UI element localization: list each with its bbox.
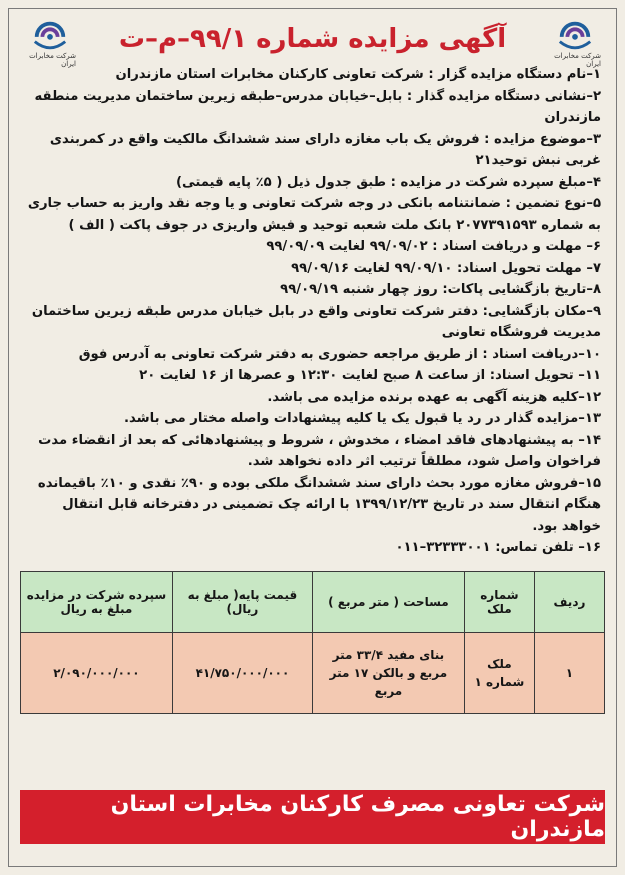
cell-property-number: ملک شماره ۱ bbox=[464, 632, 534, 713]
logo-caption: شرکت مخابرات ایران bbox=[29, 52, 76, 68]
telecom-logo-icon bbox=[30, 16, 70, 54]
clause-14: ۱۴– به پیشنهادهای فاقد امضاء ، مخدوش ، شروط و پیشنهادهائی که بعد از انقضاء مدت فراخوان واصل شود، مطلقاً ترتیب اثر داده نخواهد شد. bbox=[38, 432, 601, 469]
cell-area: بنای مفید ۳۳/۴ متر مربع و بالکن ۱۷ متر مربع bbox=[313, 632, 465, 713]
clause-11: ۱۱– تحویل اسناد: از ساعت ۸ صبح لغایت ۱۲:۳۰ و عصرها از ۱۶ لغایت ۲۰ bbox=[139, 368, 601, 383]
clause-1: ۱–نام دستگاه مزایده گزار : شرکت تعاونی کارکنان مخابرات استان مازندران bbox=[115, 67, 601, 82]
header-deposit: سپرده شرکت در مزایده مبلغ به ریال bbox=[21, 571, 173, 632]
cell-row-number: ۱ bbox=[534, 632, 604, 713]
clause-6: ۶– مهلت و دریافت اسناد : ۹۹/۰۹/۰۲ لغایت ۹۹/۰۹/۰۹ bbox=[266, 239, 601, 254]
clause-13: ۱۳–مزایده گذار در رد یا قبول یک یا کلیه پیشنهادات واصله مختار می باشد. bbox=[124, 411, 601, 426]
clause-16: ۱۶– تلفن تماس: ۳۲۳۳۳۰۰۱–۰۱۱ bbox=[395, 540, 601, 555]
footer-banner: شرکت تعاونی مصرف کارکنان مخابرات استان مازندران bbox=[20, 790, 605, 844]
clause-8: ۸–تاریخ بازگشایی پاکات: روز چهار شنبه ۹۹/۰۹/۱۹ bbox=[280, 282, 601, 297]
logo-right bbox=[549, 16, 601, 68]
clause-12: ۱۲–کلیه هزینه آگهی به عهده برنده مزایده می باشد. bbox=[267, 389, 601, 405]
telecom-logo-icon bbox=[555, 16, 595, 54]
header-area: مساحت ( متر مربع ) bbox=[313, 571, 465, 632]
clause-2: ۲–نشانی دستگاه مزایده گذار : بابل–خیابان مدرس–طبقه زیرین ساختمان مدیریت منطقه مازندران bbox=[34, 88, 601, 125]
clause-10: ۱۰–دریافت اسناد : از طریق مراجعه حضوری به دفتر شرکت تعاونی به آدرس فوق bbox=[78, 346, 601, 362]
header-property-number: شماره ملک bbox=[464, 571, 534, 632]
clause-7: ۷– مهلت تحویل اسناد: ۹۹/۰۹/۱۰ لغایت ۹۹/۰۹/۱۶ bbox=[291, 260, 601, 276]
cell-base-price: ۴۱/۷۵۰/۰۰۰/۰۰۰ bbox=[172, 632, 312, 713]
logo-caption: شرکت مخابرات ایران bbox=[554, 52, 601, 68]
header bbox=[20, 14, 605, 68]
cell-deposit: ۲/۰۹۰/۰۰۰/۰۰۰ bbox=[21, 632, 173, 713]
page-title: آگهی مزایده شماره ۹۹/۱–م–ت bbox=[118, 24, 507, 54]
clause-3: ۳–موضوع مزایده : فروش یک باب مغازه دارای سند ششدانگ مالکیت واقع در کمربندی غربی نبش توحید۲۱ bbox=[49, 131, 601, 168]
page-frame bbox=[8, 8, 617, 867]
header-base-price: قیمت پایه( مبلغ به ریال) bbox=[172, 571, 312, 632]
clause-5: ۵–نوع تضمین : ضمانتنامه بانکی در وجه شرکت تعاونی و یا وجه نقد واریز به حساب جاری به شماره ۲۰۷۷۳۹۱۵۹۳ بانک ملت شعبه توحید و فیش واریزی در جوف پاکت ( الف ) bbox=[27, 196, 601, 233]
clause-9: ۹–مکان بازگشایی: دفتر شرکت تعاونی واقع در بابل خیابان مدرس طبقه زیرین ساختمان مدیریت فروشگاه تعاونی bbox=[31, 303, 601, 340]
clause-4: ۴–مبلغ سپرده شرکت در مزایده : طبق جدول ذیل ( ۵٪ پایه قیمتی) bbox=[175, 174, 601, 190]
logo-left bbox=[24, 16, 76, 68]
clause-15: ۱۵–فروش مغازه مورد بحث دارای سند ششدانگ ملکی بوده و ۹۰٪ نقدی و ۱۰٪ باقیمانده هنگام انتقال سند در تاریخ ۱۳۹۹/۱۲/۲۳ با ارائه چک تضمینی در دفترخانه قابل انتقال خواهد بود. bbox=[37, 475, 601, 534]
header-row-number: ردیف bbox=[534, 571, 604, 632]
